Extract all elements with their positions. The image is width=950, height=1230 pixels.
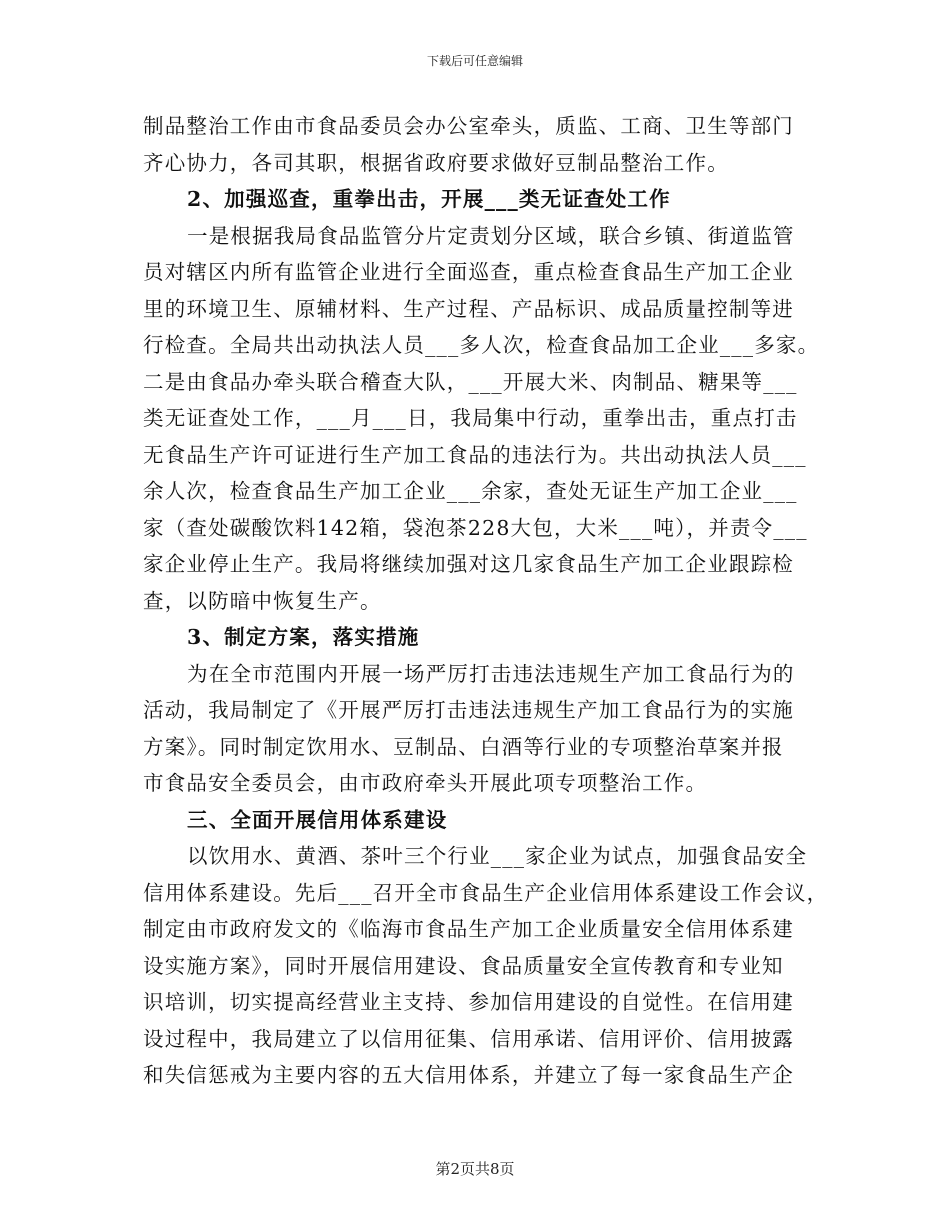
text-line: 里的环境卫生、原辅材料、生产过程、产品标识、成品质量控制等进 (143, 296, 794, 321)
section-heading: 2、加强巡查，重拳出击，开展___类无证查处工作 (187, 187, 671, 211)
text-line: 识培训，切实提高经营业主支持、参加信用建设的自觉性。在信用建 (143, 990, 794, 1014)
text-line: 员对辖区内所有监管企业进行全面巡查，重点检查食品生产加工企业 (143, 260, 794, 284)
text-line: 设实施方案》，同时开展信用建设、食品质量安全宣传教育和专业知 (143, 953, 784, 978)
text-line: 二是由食品办牵头联合稽查大队，___开展大米、肉制品、糖果等___ (143, 369, 798, 394)
text-line: 类无证查处工作，___月___日，我局集中行动，重拳出击，重点打击 (143, 406, 798, 430)
text-line: 行检查。全局共出动执法人员___多人次，检查食品加工企业___多家。 (143, 333, 820, 357)
text-line: 余人次，检查食品生产加工企业___余家，查处无证生产加工企业___ (143, 479, 798, 503)
text-line: 和失信惩戒为主要内容的五大信用体系，并建立了每一家食品生产企 (143, 1063, 794, 1087)
text-line: 以饮用水、黄酒、茶叶三个行业___家企业为试点，加强食品安全 (187, 844, 808, 868)
text-line: 市食品安全委员会，由市政府牵头开展此项专项整治工作。 (143, 771, 708, 795)
text-line: 制品整治工作由市食品委员会办公室牵头，质监、工商、卫生等部门 (143, 114, 794, 138)
text-line: 齐心协力，各司其职，根据省政府要求做好豆制品整治工作。 (143, 150, 729, 175)
text-line: 方案》。同时制定饮用水、豆制品、白酒等行业的专项整治草案并报 (143, 734, 784, 759)
document-body (143, 108, 829, 1094)
text-line: 查，以防暗中恢复生产。 (143, 588, 382, 613)
text-line: 一是根据我局食品监管分片定责划分区域，联合乡镇、街道监管 (187, 223, 795, 248)
text-line: 家（查处碳酸饮料142箱，袋泡茶228大包，大米___吨），并责令___ (143, 515, 808, 540)
page-footer: 第2页共8页 (435, 1160, 515, 1178)
page-header: 下载后可任意编辑 (426, 54, 523, 68)
section-heading: 三、全面开展信用体系建设 (187, 807, 448, 832)
text-line: 信用体系建设。先后___召开全市食品生产企业信用体系建设工作会议， (143, 880, 829, 905)
text-line: 为在全市范围内开展一场严厉打击违法违规生产加工食品行为的 (187, 661, 795, 686)
text-line: 设过程中，我局建立了以信用征集、信用承诺、信用评价、信用披露 (143, 1026, 794, 1051)
text-line: 制定由市政府发文的《临海市食品生产加工企业质量安全信用体系建 (143, 917, 794, 941)
section-heading: 3、制定方案，落实措施 (187, 625, 420, 649)
text-line: 无食品生产许可证进行生产加工食品的违法行为。共出动执法人员___ (143, 442, 807, 467)
text-line: 活动，我局制定了《开展严厉打击违法违规生产加工食品行为的实施 (143, 698, 794, 722)
text-line: 家企业停止生产。我局将继续加强对这几家食品生产加工企业跟踪检 (143, 552, 794, 576)
